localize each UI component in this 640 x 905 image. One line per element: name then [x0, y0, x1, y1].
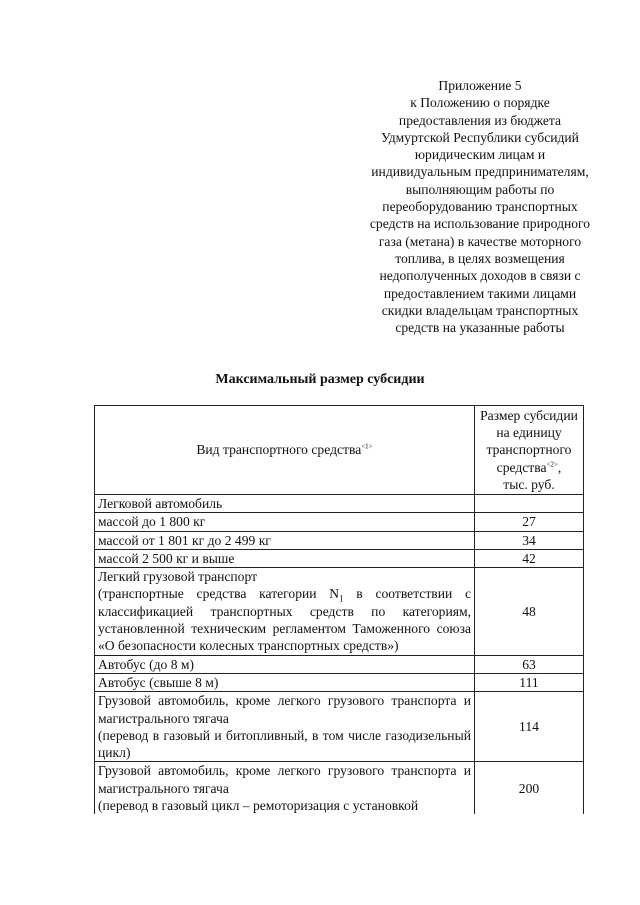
table-row — [95, 495, 584, 513]
header-amount-comma: , — [557, 459, 562, 475]
header-amount-line: транспортного — [486, 442, 572, 458]
row-vehicle-name: массой до 1 800 кг — [95, 513, 475, 531]
document-title: Максимальный размер субсидии — [215, 372, 425, 387]
appendix-line: средств на указанные работы — [395, 320, 565, 336]
appendix-line: Удмуртской Республики субсидий — [381, 129, 579, 145]
header-amount-line: на единицу — [496, 425, 562, 441]
table-row — [95, 513, 584, 531]
row-subsidy-value: 114 — [475, 692, 584, 762]
appendix-line: юридическим лицам и — [414, 147, 546, 163]
table-row — [95, 762, 584, 814]
appendix-line: переоборудованию транспортных — [382, 199, 578, 215]
appendix-line: средств на использование природного — [369, 216, 591, 232]
row-name-line — [98, 585, 471, 654]
row-vehicle-name: Легковой автомобиль — [95, 495, 475, 513]
appendix-line: к Положению о порядке — [410, 95, 550, 111]
row-vehicle-name — [95, 568, 475, 655]
row-subsidy-value: 34 — [475, 531, 584, 549]
footnote-mark-2: <2> — [546, 460, 558, 469]
appendix-line: недополученных доходов в связи с — [379, 268, 581, 284]
row-name-part: в соответствии с классификацией транспортных средств по категориям, установленной техническим регламентом Таможенного союза «О безопасности колесных транспортных средств») — [98, 586, 471, 654]
row-name-line: Грузовой автомобиль, кроме легкого грузового транспорта и магистрального тягача — [98, 693, 471, 726]
row-subsidy-value: 200 — [475, 762, 584, 814]
row-vehicle-name — [95, 762, 475, 814]
row-name-line: Грузовой автомобиль, кроме легкого грузового транспорта и магистрального тягача — [98, 763, 471, 796]
row-subsidy-value: 63 — [475, 655, 584, 673]
appendix-line: газа (метана) в качестве моторного — [378, 233, 582, 249]
row-subsidy-value: 48 — [475, 568, 584, 655]
header-amount-unit: тыс. руб. — [503, 476, 555, 492]
appendix-line: индивидуальным предпринимателям, — [371, 164, 589, 180]
row-subsidy-value — [475, 495, 584, 513]
appendix-line: предоставления из бюджета — [398, 112, 562, 128]
table-row — [95, 655, 584, 673]
row-subsidy-value: 42 — [475, 549, 584, 567]
row-name-line: Легкий грузовой транспорт — [98, 569, 258, 585]
header-subsidy-amount — [475, 406, 584, 495]
row-vehicle-name: массой от 1 801 кг до 2 499 кг — [95, 531, 475, 549]
table-row — [95, 692, 584, 762]
appendix-line: топлива, в целях возмещения — [395, 250, 565, 266]
row-name-part: (транспортные средства категории N — [98, 586, 340, 602]
table-row — [95, 673, 584, 691]
appendix-line: скидки владельцам транспортных — [381, 302, 579, 318]
row-name-line: (перевод в газовый цикл – ремоторизация с установкой — [98, 798, 419, 814]
header-amount-line — [478, 459, 580, 476]
row-subsidy-value: 27 — [475, 513, 584, 531]
appendix-line: Приложение 5 — [438, 78, 522, 93]
row-vehicle-name: Автобус (до 8 м) — [95, 655, 475, 673]
appendix-line: выполняющим работы по — [405, 181, 555, 197]
table-row — [95, 531, 584, 549]
row-name-line: (перевод в газовый и битопливный, в том числе газодизельный цикл) — [98, 727, 471, 761]
table-header-row — [95, 406, 584, 495]
row-vehicle-name — [95, 692, 475, 762]
table-row — [95, 549, 584, 567]
table-row — [95, 568, 584, 655]
header-vehicle-type-text: Вид транспортного средства — [196, 442, 362, 458]
row-vehicle-name: массой 2 500 кг и выше — [95, 549, 475, 567]
header-vehicle-type — [95, 406, 475, 495]
row-vehicle-name: Автобус (свыше 8 м) — [95, 673, 475, 691]
header-amount-word: средства — [496, 459, 547, 475]
category-subscript: 1 — [339, 594, 344, 605]
appendix-block — [340, 77, 620, 336]
header-amount-line: Размер субсидии — [480, 407, 578, 423]
appendix-line: предоставлением такими лицами — [383, 285, 577, 301]
footnote-mark-1: <1> — [361, 442, 373, 451]
subsidy-table — [94, 405, 584, 814]
row-subsidy-value: 111 — [475, 673, 584, 691]
